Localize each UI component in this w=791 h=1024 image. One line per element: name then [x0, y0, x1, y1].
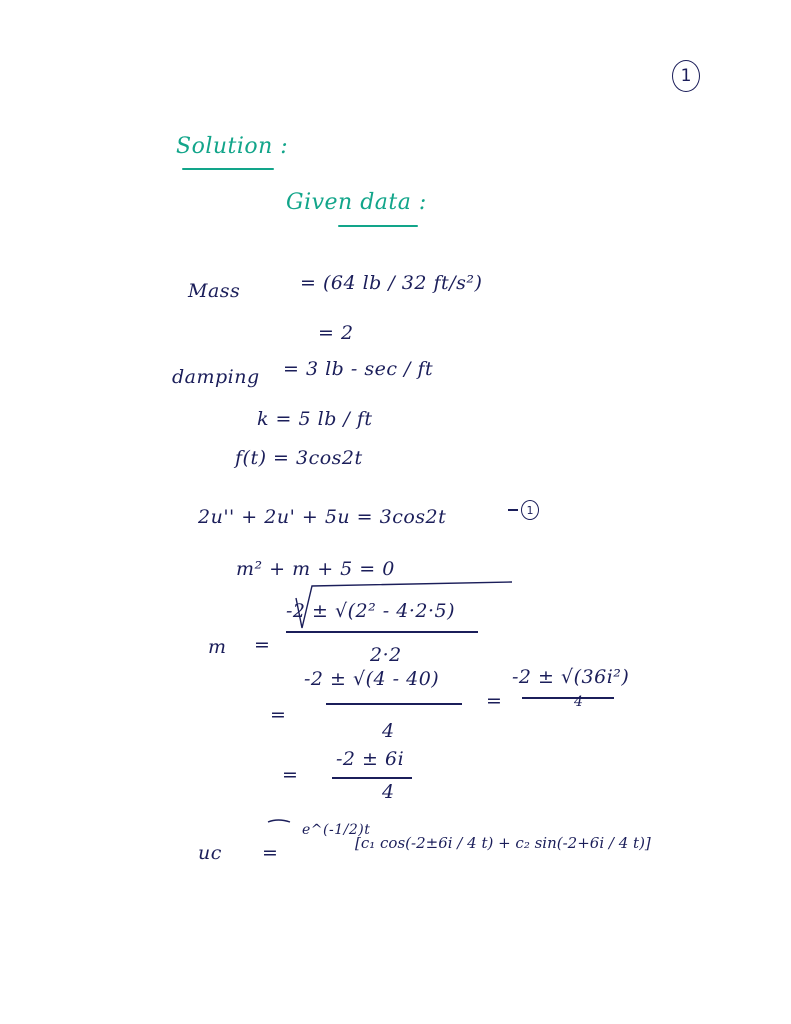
uc-exponential: e^(-1/2)t	[302, 822, 371, 838]
differential-equation: 2u'' + 2u' + 5u = 3cos2t	[198, 506, 447, 528]
uc-bracket-expression: [c₁ cos(-2±6i / 4 t) + c₂ sin(-2+6i / 4 t)]	[355, 834, 651, 852]
m-equals: =	[254, 634, 271, 656]
crossed-out-scribble	[268, 820, 290, 822]
step2-equals: =	[270, 704, 287, 726]
damping-value: = 3 lb - sec / ft	[283, 358, 434, 380]
quadratic-denominator: 2·2	[370, 644, 402, 666]
mass-result: = 2	[318, 322, 354, 344]
forcing-function: f(t) = 3cos2t	[235, 447, 363, 469]
spring-constant: k = 5 lb / ft	[257, 408, 373, 430]
step2-equals-b: =	[486, 690, 503, 712]
damping-label: damping	[172, 366, 260, 388]
step2-denominator: 4	[382, 720, 395, 742]
equation-tag-number: 1	[526, 503, 534, 517]
step2-numerator-b: -2 ± √(36i²)	[512, 666, 630, 688]
given-data-heading: Given data :	[286, 190, 427, 215]
mass-label: Mass	[188, 280, 241, 302]
uc-label: uc	[198, 842, 222, 864]
characteristic-equation: m² + m + 5 = 0	[236, 558, 395, 580]
step2-denominator-b: 4	[574, 694, 584, 710]
step3-numerator: -2 ± 6i	[336, 748, 405, 770]
step2-numerator: -2 ± √(4 - 40)	[304, 668, 440, 690]
page-number: 1	[680, 66, 692, 86]
step3-denominator: 4	[382, 781, 395, 803]
m-label: m	[208, 636, 227, 658]
solution-heading: Solution :	[176, 134, 289, 159]
uc-equals: =	[262, 842, 279, 864]
quadratic-numerator: -2 ± √(2² - 4·2·5)	[286, 600, 455, 622]
mass-value: = (64 lb / 32 ft/s²)	[300, 272, 483, 294]
radical-sign	[296, 582, 512, 628]
step3-equals: =	[282, 764, 299, 786]
